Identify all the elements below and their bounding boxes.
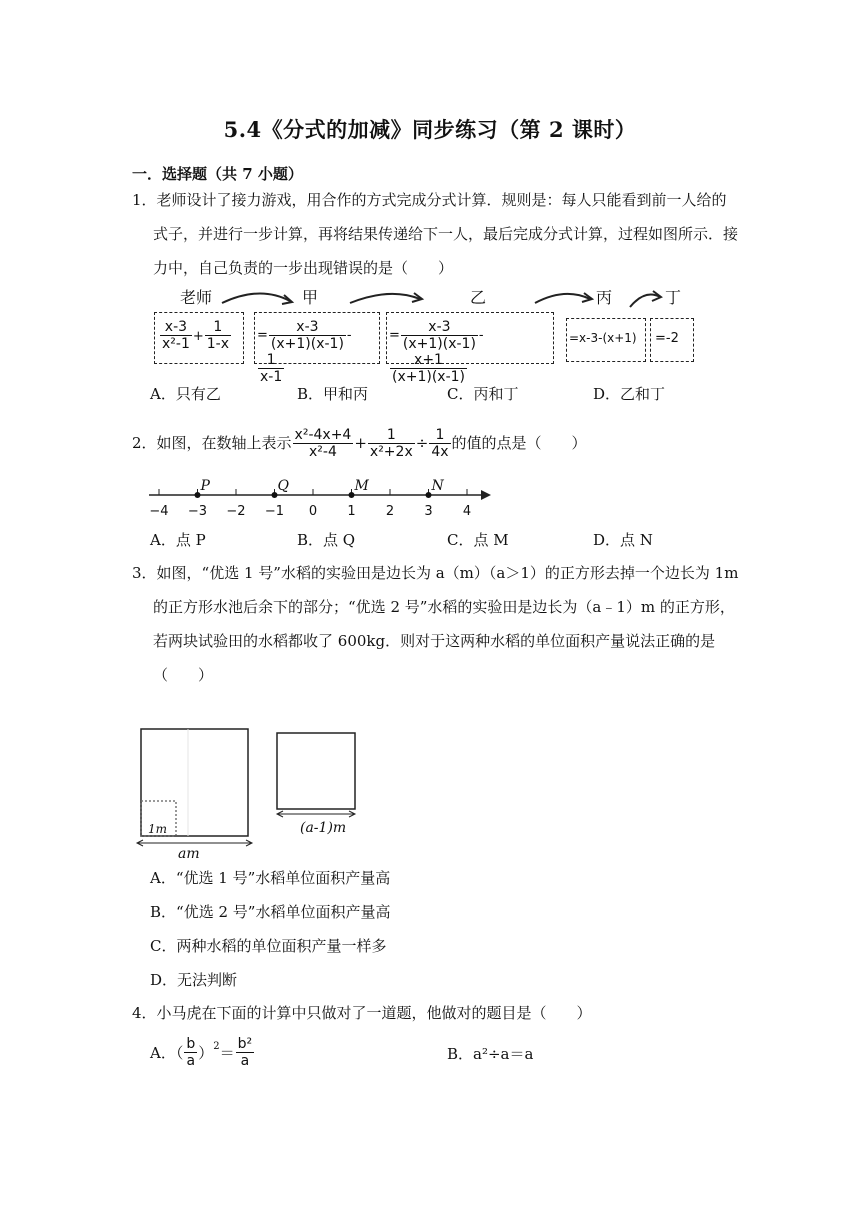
relay-box-bing: =x-3-(x+1) (566, 318, 646, 362)
q2-suffix: 的值的点是（ ） (451, 434, 587, 452)
q2-fraction-1: $\frac{\text{x²-4x+4}}{\text{x²-4}}$ (294, 426, 352, 460)
q3-line-3: 若两块试验田的水稻都收了 600kg．则对于这两种水稻的单位面积产量说法正确的是 (153, 632, 716, 650)
q4-option-a-label: A．（ (150, 1043, 184, 1062)
q2-operator-plus: + (354, 434, 367, 452)
q2-option-d[interactable]: D．点 N (593, 531, 653, 549)
q3-label-am: am (178, 846, 200, 862)
number-line-tick-label: −4 (149, 504, 169, 519)
number-line-tick-label: −2 (226, 504, 246, 519)
number-line-tick-label: 0 (308, 504, 318, 519)
q2-stem (132, 420, 587, 466)
page-title: 5.4《分式的加减》同步练习（第 2 课时） (223, 117, 637, 142)
relay-box-jia: = $\frac{x-3}{(x+1)(x-1)}$ - $\frac{1}{x-1}$ (254, 312, 380, 364)
q4-option-a-close: ） (198, 1043, 214, 1062)
relay-label-jia: 甲 (302, 288, 319, 307)
q2-prefix: 2．如图，在数轴上表示 (132, 434, 292, 452)
q3-option-c[interactable]: C．两种水稻的单位面积产量一样多 (150, 937, 387, 955)
relay-box-ding: =-2 (650, 318, 694, 362)
q1-line-3: 力中，自己负责的一步出现错误的是（ ） (153, 259, 454, 277)
q1-option-b[interactable]: B．甲和丙 (297, 385, 369, 403)
q2-option-a[interactable]: A．点 P (150, 531, 206, 549)
q2-option-c[interactable]: C．点 M (447, 531, 509, 549)
relay-label-teacher: 老师 (180, 288, 213, 307)
q1-option-c[interactable]: C．丙和丁 (447, 385, 519, 403)
relay-box-yi: = $\frac{x-3}{(x+1)(x-1)}$ - $\frac{x+1}{(x+1)(x-1)}$ (386, 312, 554, 364)
q3-field-figure (135, 722, 365, 862)
number-line-tick-label: 2 (385, 504, 395, 519)
q2-option-b[interactable]: B．点 Q (297, 531, 356, 549)
q3-label-1m: 1m (148, 822, 168, 836)
q1-line-1: 1．老师设计了接力游戏，用合作的方式完成分式计算．规则是：每人只能看到前一人给的 (132, 191, 727, 209)
q1-option-a[interactable]: A．只有乙 (150, 385, 221, 403)
section-heading: 一．选择题（共 7 小题） (132, 165, 303, 183)
q2-operator-divide: ÷ (415, 434, 429, 452)
relay-label-bing: 丙 (596, 288, 613, 307)
number-line-tick-label: 4 (462, 504, 472, 519)
number-line-point-label: N (431, 478, 444, 494)
q1-option-d[interactable]: D．乙和丁 (593, 385, 666, 403)
number-line-point-label: Q (277, 478, 289, 494)
q3-option-a[interactable]: A．“优选 1 号”水稻单位面积产量高 (150, 869, 391, 887)
q3-line-1: 3．如图，“优选 1 号”水稻的实验田是边长为 a（m）（a＞1）的正方形去掉一个边长为 1m (132, 564, 739, 582)
relay-label-ding: 丁 (665, 288, 682, 307)
number-line-arrow (481, 490, 491, 500)
q4-stem: 4．小马虎在下面的计算中只做对了一道题，他做对的题目是（ ） (132, 1004, 592, 1022)
number-line-point-label: M (354, 478, 369, 494)
relay-box-teacher: $\frac{x-3}{\text{x²-1}}$ + $\frac{1}{1-x}$ (154, 312, 244, 364)
number-line-tick-label: 1 (347, 504, 356, 519)
number-line-tick-label: −3 (187, 504, 208, 519)
relay-arrows (150, 285, 710, 315)
relay-label-yi: 乙 (470, 288, 487, 307)
number-line-tick-label: 3 (424, 504, 433, 519)
relay-figure (150, 285, 710, 385)
q4-option-a[interactable] (150, 1030, 255, 1074)
q3-line-4: （ ） (153, 666, 214, 684)
q2-fraction-3: $\frac{1}{4x}$ (431, 426, 449, 460)
q1-line-2: 式子，并进行一步计算，再将结果传递给下一人，最后完成分式计算，过程如图所示．接 (153, 225, 739, 243)
q4-option-a-result: $\frac{\text{b²}}{a}$ (237, 1035, 253, 1069)
q2-number-line (145, 475, 505, 523)
number-line-tick-label: −1 (264, 504, 285, 519)
q3-label-a-minus-1: (a-1)m (300, 820, 347, 836)
q4-option-a-equals: ＝ (219, 1043, 235, 1062)
q3-option-b[interactable]: B．“优选 2 号”水稻单位面积产量高 (150, 903, 391, 921)
q3-line-2: 的正方形水池后余下的部分；“优选 2 号”水稻的实验田是边长为（a﹣1）m 的正方形， (153, 598, 735, 616)
q3-option-d[interactable]: D．无法判断 (150, 971, 238, 989)
number-line-point-label: P (200, 478, 210, 494)
q4-option-a-fraction: $\frac{b}{a}$ (186, 1035, 196, 1069)
q2-fraction-2: $\frac{1}{\text{x²+2x}}$ (369, 426, 413, 460)
q4-option-a-exponent: 2 (213, 1040, 220, 1052)
q4-option-b[interactable]: B．a²÷a＝a (447, 1045, 534, 1063)
